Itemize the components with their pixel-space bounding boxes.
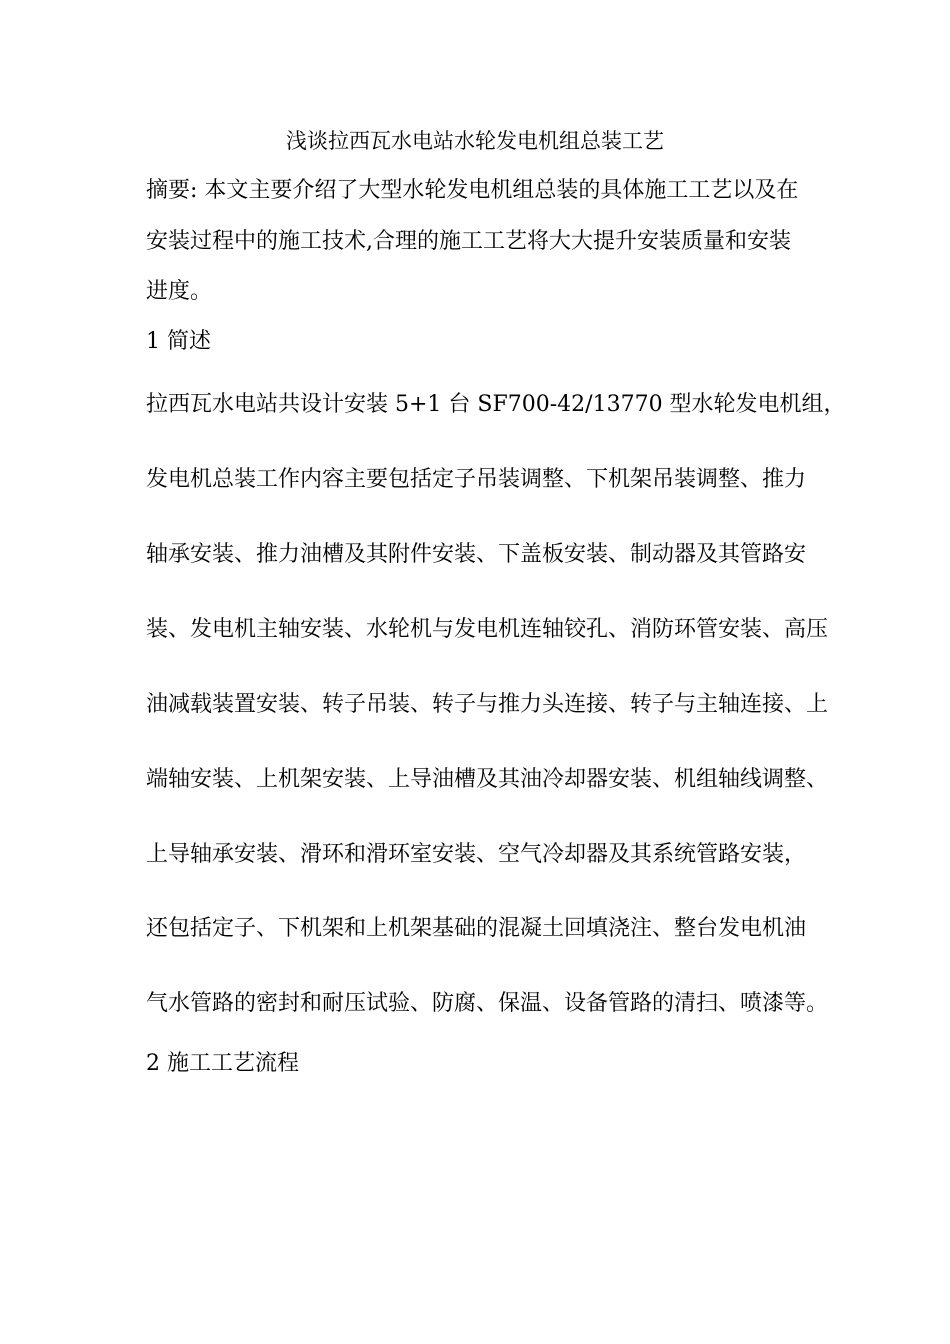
section-1-paragraph-line: 端轴安装、上机架安装、上导油槽及其油冷却器安装、机组轴线调整、 bbox=[146, 767, 829, 792]
section-1-paragraph-line: 拉西瓦水电站共设计安装 5+1 台 SF700-42/13770 型水轮发电机组， bbox=[146, 392, 846, 417]
section-1-paragraph-line: 轴承安装、推力油槽及其附件安装、下盖板安装、制动器及其管路安 bbox=[146, 542, 807, 567]
section-1-paragraph-line: 气水管路的密封和耐压试验、防腐、保温、设备管路的清扫、喷漆等。 bbox=[146, 991, 829, 1016]
section-1-paragraph-line: 油减载装置安装、转子吊装、转子与推力头连接、转子与主轴连接、上 bbox=[146, 692, 829, 717]
abstract-line: 摘要: 本文主要介绍了大型水轮发电机组总装的具体施工工艺以及在 bbox=[146, 178, 799, 203]
section-1-paragraph-line: 装、发电机主轴安装、水轮机与发电机连轴铰孔、消防环管安装、高压 bbox=[146, 617, 829, 642]
section-1-heading: 1 简述 bbox=[146, 329, 211, 354]
section-1-paragraph-line: 上导轴承安装、滑环和滑环室安装、空气冷却器及其系统管路安装， bbox=[146, 842, 807, 867]
section-2-heading: 2 施工工艺流程 bbox=[146, 1051, 299, 1076]
abstract-line: 安装过程中的施工技术,合理的施工工艺将大大提升安装质量和安装 bbox=[146, 229, 791, 254]
abstract-line: 进度。 bbox=[146, 279, 213, 304]
section-1-paragraph-line: 还包括定子、下机架和上机架基础的混凝土回填浇注、整台发电机油 bbox=[146, 916, 807, 941]
section-1-paragraph-line: 发电机总装工作内容主要包括定子吊装调整、下机架吊装调整、推力 bbox=[146, 467, 807, 492]
document-title: 浅谈拉西瓦水电站水轮发电机组总装工艺 bbox=[286, 129, 664, 153]
